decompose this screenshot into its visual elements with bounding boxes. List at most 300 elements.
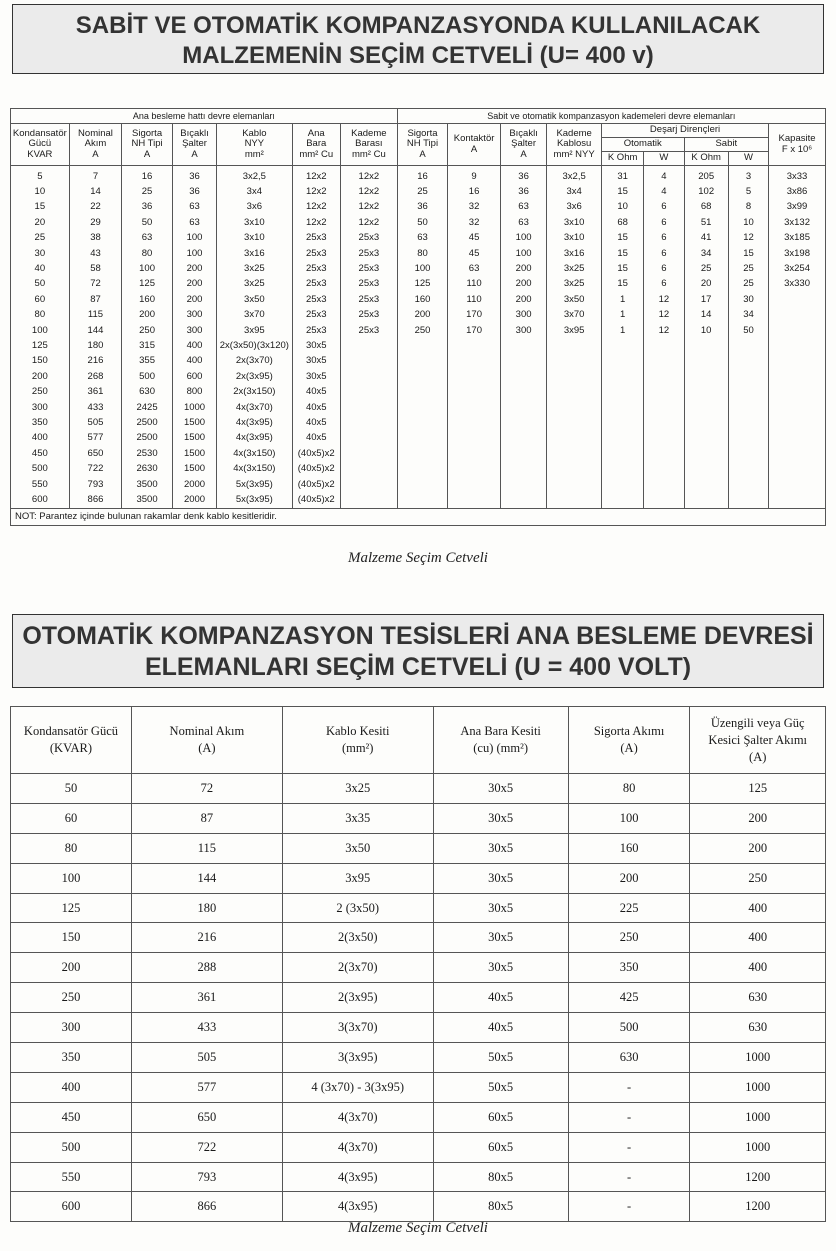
table-cell: 125 xyxy=(397,277,448,292)
table-row xyxy=(11,184,826,199)
table-cell: 100 xyxy=(568,803,690,833)
table-cell xyxy=(601,338,643,353)
table-cell: 25x3 xyxy=(292,323,340,338)
table-cell: (40x5)x2 xyxy=(292,492,340,508)
group-header-stages: Sabit ve otomatik kompanzasyon kademeleri devre elemanları xyxy=(397,109,825,124)
table-cell: 4(3x70) xyxy=(282,1132,433,1162)
table-cell xyxy=(601,400,643,415)
table-cell: 40x5 xyxy=(292,415,340,430)
table-cell: 300 xyxy=(11,400,70,415)
table-cell: 3x198 xyxy=(769,246,826,261)
table-row xyxy=(11,354,826,369)
table-cell xyxy=(448,400,501,415)
table-row xyxy=(11,492,826,508)
table-cell xyxy=(547,431,602,446)
table-cell: 170 xyxy=(448,308,501,323)
table-cell: 30x5 xyxy=(433,833,568,863)
table-cell: (40x5)x2 xyxy=(292,446,340,461)
table-cell: 50 xyxy=(397,215,448,230)
table-cell: 25x3 xyxy=(292,261,340,276)
table-cell: 500 xyxy=(122,369,173,384)
table-cell: 45 xyxy=(448,246,501,261)
table-row xyxy=(11,323,826,338)
table-cell: 14 xyxy=(69,184,122,199)
table-cell xyxy=(684,400,728,415)
table-row xyxy=(11,477,826,492)
table-cell xyxy=(601,446,643,461)
table-cell xyxy=(601,369,643,384)
table-cell: 30 xyxy=(728,292,768,307)
table-cell: 100 xyxy=(11,323,70,338)
table-cell: 15 xyxy=(601,184,643,199)
table-cell xyxy=(601,354,643,369)
table-row xyxy=(11,277,826,292)
col-header-main-bar: Ana Bara mm² Cu xyxy=(292,124,340,166)
table-cell: 6 xyxy=(644,246,684,261)
table-cell: 100 xyxy=(11,863,132,893)
table-row xyxy=(11,983,826,1013)
table-row xyxy=(11,231,826,246)
table-cell: 600 xyxy=(11,492,70,508)
table1-caption: Malzeme Seçim Cetveli xyxy=(348,550,488,566)
table-cell xyxy=(547,338,602,353)
table-cell: 30x5 xyxy=(292,338,340,353)
table-cell: 125 xyxy=(11,338,70,353)
table-cell: 3x25 xyxy=(547,261,602,276)
table-cell xyxy=(340,400,397,415)
table-cell: 80 xyxy=(397,246,448,261)
table-cell xyxy=(500,415,546,430)
table-cell: 3x2,5 xyxy=(547,166,602,185)
table-cell: 15 xyxy=(601,246,643,261)
table-cell: 361 xyxy=(69,384,122,399)
table-cell: 15 xyxy=(728,246,768,261)
table-cell: 25 xyxy=(11,231,70,246)
table-cell: 200 xyxy=(172,277,216,292)
table-cell: 1200 xyxy=(690,1192,826,1222)
table-cell xyxy=(601,415,643,430)
table-cell: 16 xyxy=(122,166,173,185)
table-cell: 722 xyxy=(69,461,122,476)
table-cell: 12x2 xyxy=(292,166,340,185)
table-cell: 25x3 xyxy=(340,261,397,276)
table-cell xyxy=(448,477,501,492)
table-cell: 225 xyxy=(568,893,690,923)
table-cell xyxy=(601,477,643,492)
table-cell: 125 xyxy=(690,774,826,804)
table-cell: 3x6 xyxy=(217,200,292,215)
table-cell xyxy=(728,400,768,415)
table-row xyxy=(11,833,826,863)
table-cell: 3x16 xyxy=(217,246,292,261)
table-cell: 25 xyxy=(684,261,728,276)
table-cell xyxy=(728,369,768,384)
subgroup-automatic: Otomatik xyxy=(601,138,684,152)
table-cell: 102 xyxy=(684,184,728,199)
table-cell: 577 xyxy=(131,1072,282,1102)
table-cell: 30x5 xyxy=(433,803,568,833)
table-cell: 30x5 xyxy=(433,953,568,983)
table-cell: 25x3 xyxy=(340,246,397,261)
table-cell xyxy=(547,384,602,399)
table-cell: 3x25 xyxy=(282,774,433,804)
table-cell: 300 xyxy=(500,308,546,323)
col-header-auto-kohm: K Ohm xyxy=(601,152,643,166)
table-cell xyxy=(769,415,826,430)
table-cell xyxy=(728,446,768,461)
table-cell xyxy=(340,415,397,430)
table-cell: 50 xyxy=(11,774,132,804)
col-header-stage-fuse: Sigorta NH Tipi A xyxy=(397,124,448,166)
table-row xyxy=(11,1072,826,1102)
table-cell: 100 xyxy=(172,246,216,261)
table-cell: 150 xyxy=(11,354,70,369)
table-row xyxy=(11,1013,826,1043)
table-cell xyxy=(601,431,643,446)
table-cell xyxy=(684,415,728,430)
table-cell: 50x5 xyxy=(433,1043,568,1073)
table-cell: 12 xyxy=(644,308,684,323)
table-cell xyxy=(644,384,684,399)
table-cell: 2(3x95) xyxy=(282,983,433,1013)
table-cell xyxy=(644,477,684,492)
table-cell: 2x(3x50)(3x120) xyxy=(217,338,292,353)
table-cell: 40x5 xyxy=(433,1013,568,1043)
table-cell: 43 xyxy=(69,246,122,261)
table-cell xyxy=(340,477,397,492)
table-cell: 1000 xyxy=(690,1043,826,1073)
table-cell: 10 xyxy=(11,184,70,199)
table-cell: 4x(3x95) xyxy=(217,431,292,446)
t2-header-nominal-current: Nominal Akım (A) xyxy=(131,707,282,774)
table-cell xyxy=(500,477,546,492)
table-cell: 4(3x95) xyxy=(282,1192,433,1222)
t2-header-cable-section: Kablo Kesiti (mm²) xyxy=(282,707,433,774)
table-cell: 15 xyxy=(601,277,643,292)
table-row xyxy=(11,200,826,215)
table-cell: - xyxy=(568,1132,690,1162)
table-cell: 200 xyxy=(122,308,173,323)
table-cell: 87 xyxy=(69,292,122,307)
table-cell xyxy=(500,461,546,476)
table-cell: 6 xyxy=(644,261,684,276)
table-cell: 3x185 xyxy=(769,231,826,246)
table-cell: 650 xyxy=(69,446,122,461)
table-cell xyxy=(448,431,501,446)
table-row xyxy=(11,384,826,399)
table1-title-line2: MALZEMENİN SEÇİM CETVELİ (U= 400 v) xyxy=(182,42,654,69)
table-cell xyxy=(728,431,768,446)
table-cell: 3x70 xyxy=(217,308,292,323)
table-cell: 500 xyxy=(11,461,70,476)
table2-body xyxy=(11,774,826,1222)
table-cell: 63 xyxy=(122,231,173,246)
table-cell: 38 xyxy=(69,231,122,246)
table-cell xyxy=(644,446,684,461)
table-cell xyxy=(769,354,826,369)
table-cell: 400 xyxy=(172,338,216,353)
table-cell: 3x4 xyxy=(547,184,602,199)
table-cell: 5 xyxy=(11,166,70,185)
table-cell: 3x35 xyxy=(282,803,433,833)
t2-header-breaker-current: Üzengili veya Güç Kesici Şalter Akımı (A) xyxy=(690,707,826,774)
table-cell: 63 xyxy=(500,200,546,215)
table1-note: NOT: Parantez içinde bulunan rakamlar denk kablo kesitleridir. xyxy=(11,508,826,525)
table-cell: 63 xyxy=(448,261,501,276)
table-cell: 80x5 xyxy=(433,1192,568,1222)
table-cell xyxy=(448,369,501,384)
table-cell: 793 xyxy=(131,1162,282,1192)
table-cell: 12 xyxy=(644,323,684,338)
table-cell: 30x5 xyxy=(292,354,340,369)
table-cell: 4x(3x70) xyxy=(217,400,292,415)
table-cell: 25x3 xyxy=(340,308,397,323)
table-cell xyxy=(769,384,826,399)
col-header-fixed-kohm: K Ohm xyxy=(684,152,728,166)
table-cell: 450 xyxy=(11,1102,132,1132)
table-cell: 30x5 xyxy=(433,923,568,953)
table-cell: 722 xyxy=(131,1132,282,1162)
table-row xyxy=(11,166,826,185)
table-row xyxy=(11,893,826,923)
table-cell: 355 xyxy=(122,354,173,369)
table-cell: 1500 xyxy=(172,446,216,461)
table-cell: 400 xyxy=(690,893,826,923)
table-cell: 3x10 xyxy=(217,215,292,230)
table-cell: 550 xyxy=(11,1162,132,1192)
table-cell xyxy=(340,338,397,353)
table-cell: 2500 xyxy=(122,431,173,446)
table-row xyxy=(11,308,826,323)
table-cell xyxy=(397,354,448,369)
table2-title-line2: ELEMANLARI SEÇİM CETVELİ (U = 400 VOLT) xyxy=(144,653,692,681)
table-cell: 3x254 xyxy=(769,261,826,276)
table-cell: 10 xyxy=(684,323,728,338)
table-cell: 12x2 xyxy=(292,184,340,199)
table-cell: 3x16 xyxy=(547,246,602,261)
col-header-stage-bar: Kademe Barası mm² Cu xyxy=(340,124,397,166)
table-cell: 100 xyxy=(122,261,173,276)
table-cell: 150 xyxy=(11,923,132,953)
table-cell: 793 xyxy=(69,477,122,492)
table-cell: 866 xyxy=(69,492,122,508)
table-cell: 63 xyxy=(500,215,546,230)
table-cell: 87 xyxy=(131,803,282,833)
table-cell: 60 xyxy=(11,292,70,307)
table-cell: 6 xyxy=(644,200,684,215)
table-cell: 180 xyxy=(131,893,282,923)
table-cell: 3x4 xyxy=(217,184,292,199)
table-cell: 6 xyxy=(644,277,684,292)
table-cell: 3x10 xyxy=(547,215,602,230)
table-cell: 36 xyxy=(122,200,173,215)
table-row xyxy=(11,1162,826,1192)
table-cell xyxy=(448,354,501,369)
table-cell xyxy=(500,338,546,353)
table-cell xyxy=(769,338,826,353)
table-cell: 4 xyxy=(644,184,684,199)
table-cell xyxy=(644,400,684,415)
table-cell xyxy=(728,354,768,369)
table-cell: 9 xyxy=(448,166,501,185)
table-cell xyxy=(769,308,826,323)
table-cell: 17 xyxy=(684,292,728,307)
table-cell: 22 xyxy=(69,200,122,215)
group-header-discharge-resistors: Deşarj Dirençleri xyxy=(601,124,768,138)
table-cell: 80x5 xyxy=(433,1162,568,1192)
table-cell: 200 xyxy=(397,308,448,323)
table-cell: 25 xyxy=(122,184,173,199)
table-cell: 205 xyxy=(684,166,728,185)
table-cell: 100 xyxy=(172,231,216,246)
table-cell xyxy=(644,369,684,384)
table-cell: 3x132 xyxy=(769,215,826,230)
table-cell: - xyxy=(568,1192,690,1222)
table-cell: 10 xyxy=(728,215,768,230)
table-cell: 3500 xyxy=(122,492,173,508)
table-cell: 425 xyxy=(568,983,690,1013)
table-cell: 216 xyxy=(69,354,122,369)
table-cell: 100 xyxy=(500,246,546,261)
table-cell: 160 xyxy=(122,292,173,307)
table-cell: 1 xyxy=(601,323,643,338)
table-cell: 25x3 xyxy=(340,277,397,292)
table-cell: 1000 xyxy=(690,1102,826,1132)
table-cell: 14 xyxy=(684,308,728,323)
table-cell xyxy=(340,384,397,399)
table-cell: 4(3x70) xyxy=(282,1102,433,1132)
table-cell: 315 xyxy=(122,338,173,353)
table-cell xyxy=(547,461,602,476)
table-cell: 12x2 xyxy=(292,215,340,230)
table-cell: 25x3 xyxy=(292,308,340,323)
group-header-main-feed: Ana besleme hattı devre elemanları xyxy=(11,109,398,124)
table-cell: 36 xyxy=(172,184,216,199)
table-cell: 125 xyxy=(122,277,173,292)
table-cell: 200 xyxy=(500,277,546,292)
table-cell xyxy=(500,369,546,384)
table-cell: 250 xyxy=(11,983,132,1013)
table-cell xyxy=(601,384,643,399)
table-cell xyxy=(500,431,546,446)
table-cell: 20 xyxy=(684,277,728,292)
table-cell xyxy=(397,384,448,399)
table-cell: 400 xyxy=(690,953,826,983)
table-cell: 2500 xyxy=(122,415,173,430)
table-cell: 41 xyxy=(684,231,728,246)
table-cell: 115 xyxy=(69,308,122,323)
table-cell: 40x5 xyxy=(292,400,340,415)
table-cell xyxy=(448,446,501,461)
table-cell: 25x3 xyxy=(340,323,397,338)
table-cell xyxy=(448,492,501,508)
col-header-contactor: Kontaktör A xyxy=(448,124,501,166)
table-cell: 2x(3x95) xyxy=(217,369,292,384)
table-cell: 3x330 xyxy=(769,277,826,292)
table-cell: 2(3x70) xyxy=(282,953,433,983)
table-cell: 3x95 xyxy=(282,863,433,893)
table-cell: 15 xyxy=(601,231,643,246)
table-cell: 34 xyxy=(728,308,768,323)
table-cell: 12 xyxy=(644,292,684,307)
table-cell: 500 xyxy=(568,1013,690,1043)
table-cell: 3x2,5 xyxy=(217,166,292,185)
table-cell: 250 xyxy=(690,863,826,893)
table-cell: 34 xyxy=(684,246,728,261)
table-cell xyxy=(684,446,728,461)
table-cell: 3x25 xyxy=(547,277,602,292)
table-cell xyxy=(684,354,728,369)
table-cell xyxy=(728,477,768,492)
table-cell: 25x3 xyxy=(292,231,340,246)
table-cell: 288 xyxy=(131,953,282,983)
table-cell: 2000 xyxy=(172,492,216,508)
table-cell xyxy=(601,492,643,508)
table-row xyxy=(11,338,826,353)
table-cell: 350 xyxy=(11,415,70,430)
table-cell: 50 xyxy=(11,277,70,292)
table-cell xyxy=(397,415,448,430)
table-cell: 250 xyxy=(568,923,690,953)
table-cell: 3 xyxy=(728,166,768,185)
table-cell xyxy=(601,461,643,476)
table-row xyxy=(11,431,826,446)
table-cell: 4x(3x150) xyxy=(217,461,292,476)
table-cell: 160 xyxy=(568,833,690,863)
table-row xyxy=(11,246,826,261)
table-cell: 32 xyxy=(448,200,501,215)
table1-body xyxy=(11,166,826,509)
table-cell xyxy=(644,431,684,446)
col-header-fuse: Sigorta NH Tipi A xyxy=(122,124,173,166)
table-cell: 1500 xyxy=(172,415,216,430)
t2-header-capacitor-power: Kondansatör Gücü (KVAR) xyxy=(11,707,132,774)
table-cell: 25x3 xyxy=(292,277,340,292)
col-header-stage-cable: Kademe Kablosu mm² NYY xyxy=(547,124,602,166)
table-cell: 12x2 xyxy=(340,215,397,230)
table-cell xyxy=(684,492,728,508)
table-cell xyxy=(644,338,684,353)
table-cell: 3x25 xyxy=(217,261,292,276)
table-cell: 40x5 xyxy=(292,431,340,446)
table-cell: 12x2 xyxy=(340,166,397,185)
table-cell: 4x(3x150) xyxy=(217,446,292,461)
table-cell: 1000 xyxy=(172,400,216,415)
col-header-capacitor-power: Kondansatör Gücü KVAR xyxy=(11,124,70,166)
table-cell: 630 xyxy=(690,983,826,1013)
table-cell: 180 xyxy=(69,338,122,353)
table-cell xyxy=(644,354,684,369)
table-cell: 400 xyxy=(690,923,826,953)
table-cell xyxy=(340,354,397,369)
col-header-cable: Kablo NYY mm² xyxy=(217,124,292,166)
table-cell: 25x3 xyxy=(340,231,397,246)
table-cell: 144 xyxy=(131,863,282,893)
table1-title-box xyxy=(12,4,824,74)
table-cell xyxy=(684,461,728,476)
table-row xyxy=(11,1102,826,1132)
table-cell: 600 xyxy=(172,369,216,384)
table-cell: 12x2 xyxy=(340,184,397,199)
table-cell: 3(3x70) xyxy=(282,1013,433,1043)
table-cell xyxy=(728,492,768,508)
table-cell: 58 xyxy=(69,261,122,276)
table-cell: 3(3x95) xyxy=(282,1043,433,1073)
table-cell xyxy=(769,369,826,384)
table-cell: 144 xyxy=(69,323,122,338)
table-cell: 63 xyxy=(172,215,216,230)
table-row xyxy=(11,1043,826,1073)
